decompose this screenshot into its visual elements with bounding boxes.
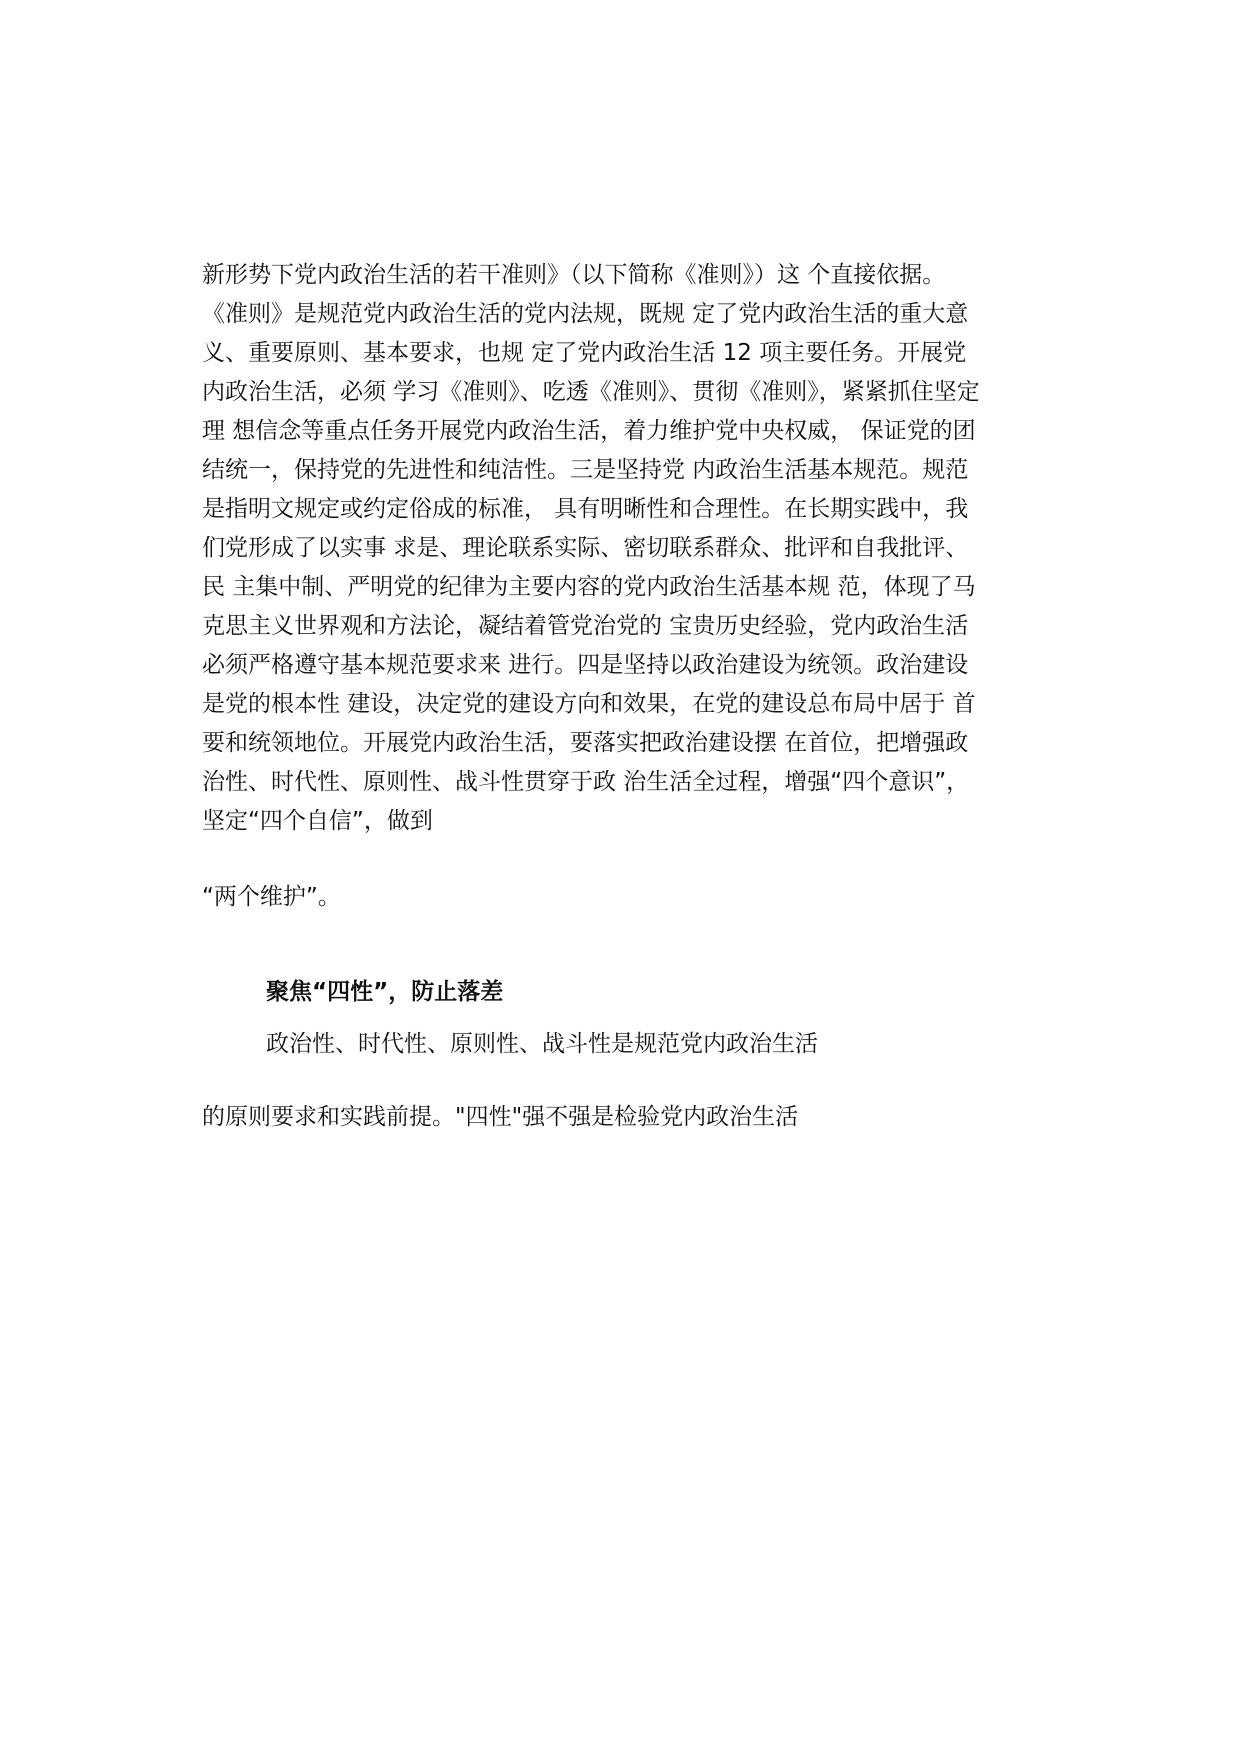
text-line: 结统一，保持党的先进性和纯洁性。三是坚持党 内政治生活基本规范。规范	[202, 457, 969, 483]
text-line: 治性、时代性、原则性、战斗性贯穿于政 治生活全过程，增强“四个意识”，	[202, 769, 970, 795]
text-line: 理 想信念等重点任务开展党内政治生活，着力维护党中央权威， 保证党的团	[202, 418, 976, 444]
text-line: 要和统领地位。开展党内政治生活，要落实把政治建设摆 在首位，把增强政	[202, 730, 969, 756]
text-line: 是党的根本性 建设，决定党的建设方向和效果，在党的建设总布局中居于 首	[202, 691, 976, 717]
text-line: 必须严格遵守基本规范要求来 进行。四是坚持以政治建设为统领。政治建设	[202, 652, 969, 678]
section-heading: 聚焦“四性”，防止落差	[266, 979, 504, 1005]
text-line: 是指明文规定或约定俗成的标准， 具有明晰性和合理性。在长期实践中，我	[202, 496, 969, 522]
text-line: 克思主义世界观和方法论，凝结着管党治党的 宝贵历史经验，党内政治生活	[202, 613, 969, 639]
text-line: 们党形成了以实事 求是、理论联系实际、密切联系群众、批评和自我批评、	[202, 535, 969, 561]
paragraph-body	[202, 256, 1082, 841]
text-line: 新形势下党内政治生活的若干准则》（以下简称《准则》）这 个直接依据。	[202, 262, 946, 288]
paragraph-closing-line: “两个维护”。	[202, 884, 341, 910]
text-line: 义、重要原则、基本要求，也规 定了党内政治生活 12 项主要任务。开展党	[202, 340, 967, 366]
section-text-line: 政治性、时代性、原则性、战斗性是规范党内政治生活	[266, 1031, 818, 1057]
text-line: 坚定“四个自信”，做到	[202, 808, 433, 834]
text-line: 民 主集中制、严明党的纪律为主要内容的党内政治生活基本规 范，体现了马	[202, 574, 976, 600]
text-line: 内政治生活，必须 学习《准则》、吃透《准则》、贯彻《准则》，紧紧抓住坚定	[202, 379, 980, 405]
section-text-line: 的原则要求和实践前提。"四性"强不强是检验党内政治生活	[202, 1104, 799, 1130]
text-line: 《准则》是规范党内政治生活的党内法规，既规 定了党内政治生活的重大意	[202, 301, 969, 327]
